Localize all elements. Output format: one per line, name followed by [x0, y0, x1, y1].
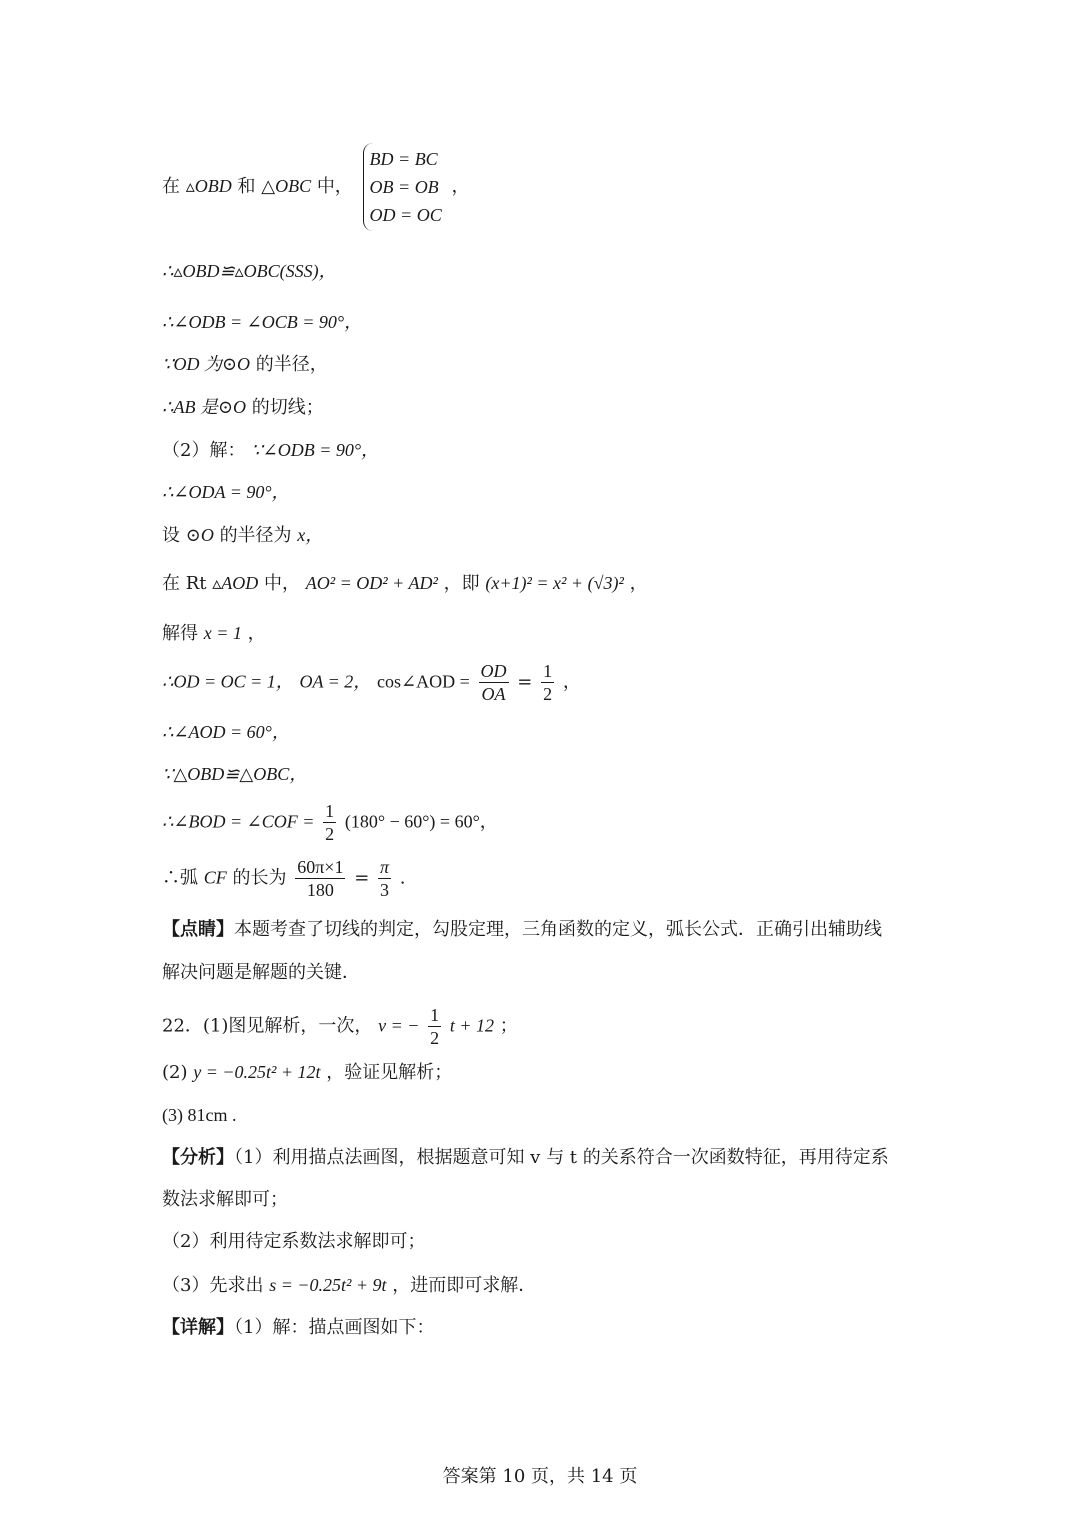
- text: =: [354, 867, 370, 889]
- text: ，: [629, 573, 648, 594]
- page-footer: 答案第 10 页，共 14 页: [442, 1466, 638, 1487]
- math: (180° − 60°) = 60°，: [344, 811, 498, 832]
- math: ∴OD = OC = 1，: [162, 671, 294, 692]
- text: 和: [237, 176, 256, 197]
- text: 的长为: [232, 867, 287, 889]
- proof-line: ∴∠ODB = ∠OCB = 90°，: [162, 312, 363, 332]
- equation: BD = BC: [369, 149, 438, 169]
- math: ⊙O: [185, 525, 214, 545]
- proof-line: [162, 570, 648, 597]
- text: ，验证见解析；: [326, 1062, 453, 1083]
- proof-line: [162, 660, 581, 705]
- section-tag: 【点睛】: [162, 919, 234, 940]
- proof-line: [162, 522, 323, 549]
- denominator: 2: [430, 1028, 440, 1048]
- math: x = 1: [203, 623, 242, 643]
- text: （3）先求出: [162, 1275, 264, 1296]
- numerator: OD: [480, 661, 507, 681]
- equation: OB = OB: [369, 177, 439, 197]
- proof-line: ∴∠ODA = 90°，: [162, 482, 290, 502]
- analysis-paragraph: （2）利用待定系数法求解即可；: [162, 1231, 426, 1252]
- math: ▵OBD: [185, 176, 232, 196]
- text: ，: [562, 671, 581, 693]
- text: =: [517, 671, 533, 693]
- section-tag: 【分析】: [162, 1147, 234, 1168]
- fraction: [295, 856, 345, 901]
- answer-line: [162, 1059, 452, 1086]
- text: 的半径为: [219, 525, 292, 546]
- math: v = −: [378, 1015, 420, 1036]
- math: ∴∠BOD = ∠COF =: [162, 811, 315, 832]
- math: OA = 2，: [299, 671, 372, 692]
- section-tag: 【详解】: [162, 1317, 234, 1338]
- detail-paragraph: [162, 1315, 434, 1341]
- fraction: [479, 660, 509, 705]
- math: AO² = OD² + AD²: [305, 573, 438, 593]
- equation-system: [363, 143, 442, 231]
- analysis-paragraph: [162, 1272, 536, 1299]
- text: 中，: [264, 573, 301, 594]
- text: ，: [247, 623, 266, 644]
- denominator: 3: [380, 880, 390, 900]
- answer-line: [162, 1004, 518, 1049]
- math: ▵AOD: [212, 573, 259, 593]
- comment-paragraph: [162, 917, 882, 943]
- text: 在: [162, 176, 180, 197]
- analysis-paragraph: 数法求解即可；: [162, 1189, 288, 1210]
- equation: OD = OC: [369, 205, 442, 225]
- numerator: π: [380, 857, 390, 877]
- text: 设: [162, 525, 180, 546]
- proof-line: ∴∠AOD = 60°，: [162, 722, 290, 742]
- proof-line: [162, 620, 266, 647]
- congruence-statement: [162, 143, 469, 231]
- math: ∵OD 为⊙O: [162, 354, 251, 374]
- text: 的半径，: [255, 354, 328, 375]
- math: ∵∠ODB = 90°，: [251, 440, 380, 460]
- denominator: 2: [325, 824, 335, 844]
- numerator: 1: [543, 661, 553, 681]
- math: ∴AB 是⊙O: [162, 397, 247, 417]
- text: ，进而即可求解．: [392, 1275, 537, 1296]
- text: 的切线；: [251, 397, 324, 418]
- proof-line: [162, 394, 324, 421]
- denominator: OA: [481, 684, 506, 704]
- denominator: 2: [543, 684, 553, 704]
- math: x，: [297, 525, 324, 545]
- fraction: [541, 660, 554, 705]
- proof-line: ∴▵OBD≌▵OBC(SSS)，: [162, 261, 337, 281]
- text: ；: [499, 1015, 518, 1037]
- fraction: [378, 856, 391, 901]
- text: （1）解：描点画图如下：: [234, 1317, 435, 1338]
- analysis-paragraph: [162, 1145, 889, 1171]
- text: 22．(1)图见解析，一次，: [162, 1015, 373, 1037]
- proof-line: ∵△OBD≌△OBC，: [162, 764, 308, 784]
- proof-line: [162, 437, 379, 464]
- math: t + 12: [449, 1015, 495, 1036]
- proof-line: [162, 351, 328, 378]
- text: 在 Rt: [162, 573, 207, 594]
- text: ∴弧: [162, 867, 198, 889]
- fraction: [323, 800, 336, 845]
- numerator: 60π×1: [297, 857, 344, 877]
- text: 中，: [316, 176, 353, 197]
- text: (2): [162, 1062, 188, 1083]
- proof-line: [162, 856, 406, 901]
- math: CF: [203, 867, 227, 888]
- text: ，即: [443, 573, 480, 594]
- proof-line: [162, 800, 498, 845]
- text: 本题考查了切线的判定，勾股定理，三角函数的定义，弧长公式．正确引出辅助线: [234, 919, 882, 940]
- answer-line: (3) 81cm .: [162, 1105, 237, 1125]
- fraction: [428, 1004, 441, 1049]
- math: s = −0.25t² + 9t: [269, 1275, 387, 1295]
- text: ，: [451, 176, 470, 197]
- math: cos∠AOD =: [377, 671, 470, 692]
- math: (x+1)² = x² + (√3)²: [485, 573, 624, 593]
- math: △OBC: [261, 176, 312, 196]
- numerator: 1: [430, 1005, 440, 1025]
- text: .: [399, 867, 406, 889]
- text: （2）解：: [162, 440, 246, 461]
- denominator: 180: [306, 880, 334, 900]
- math: y = −0.25t² + 12t: [193, 1062, 321, 1082]
- numerator: 1: [325, 801, 335, 821]
- comment-paragraph: 解决问题是解题的关键．: [162, 962, 360, 983]
- text: （1）利用描点法画图，根据题意可知 v 与 t 的关系符合一次函数特征，再用待定系: [234, 1147, 889, 1168]
- text: 解得: [162, 623, 198, 644]
